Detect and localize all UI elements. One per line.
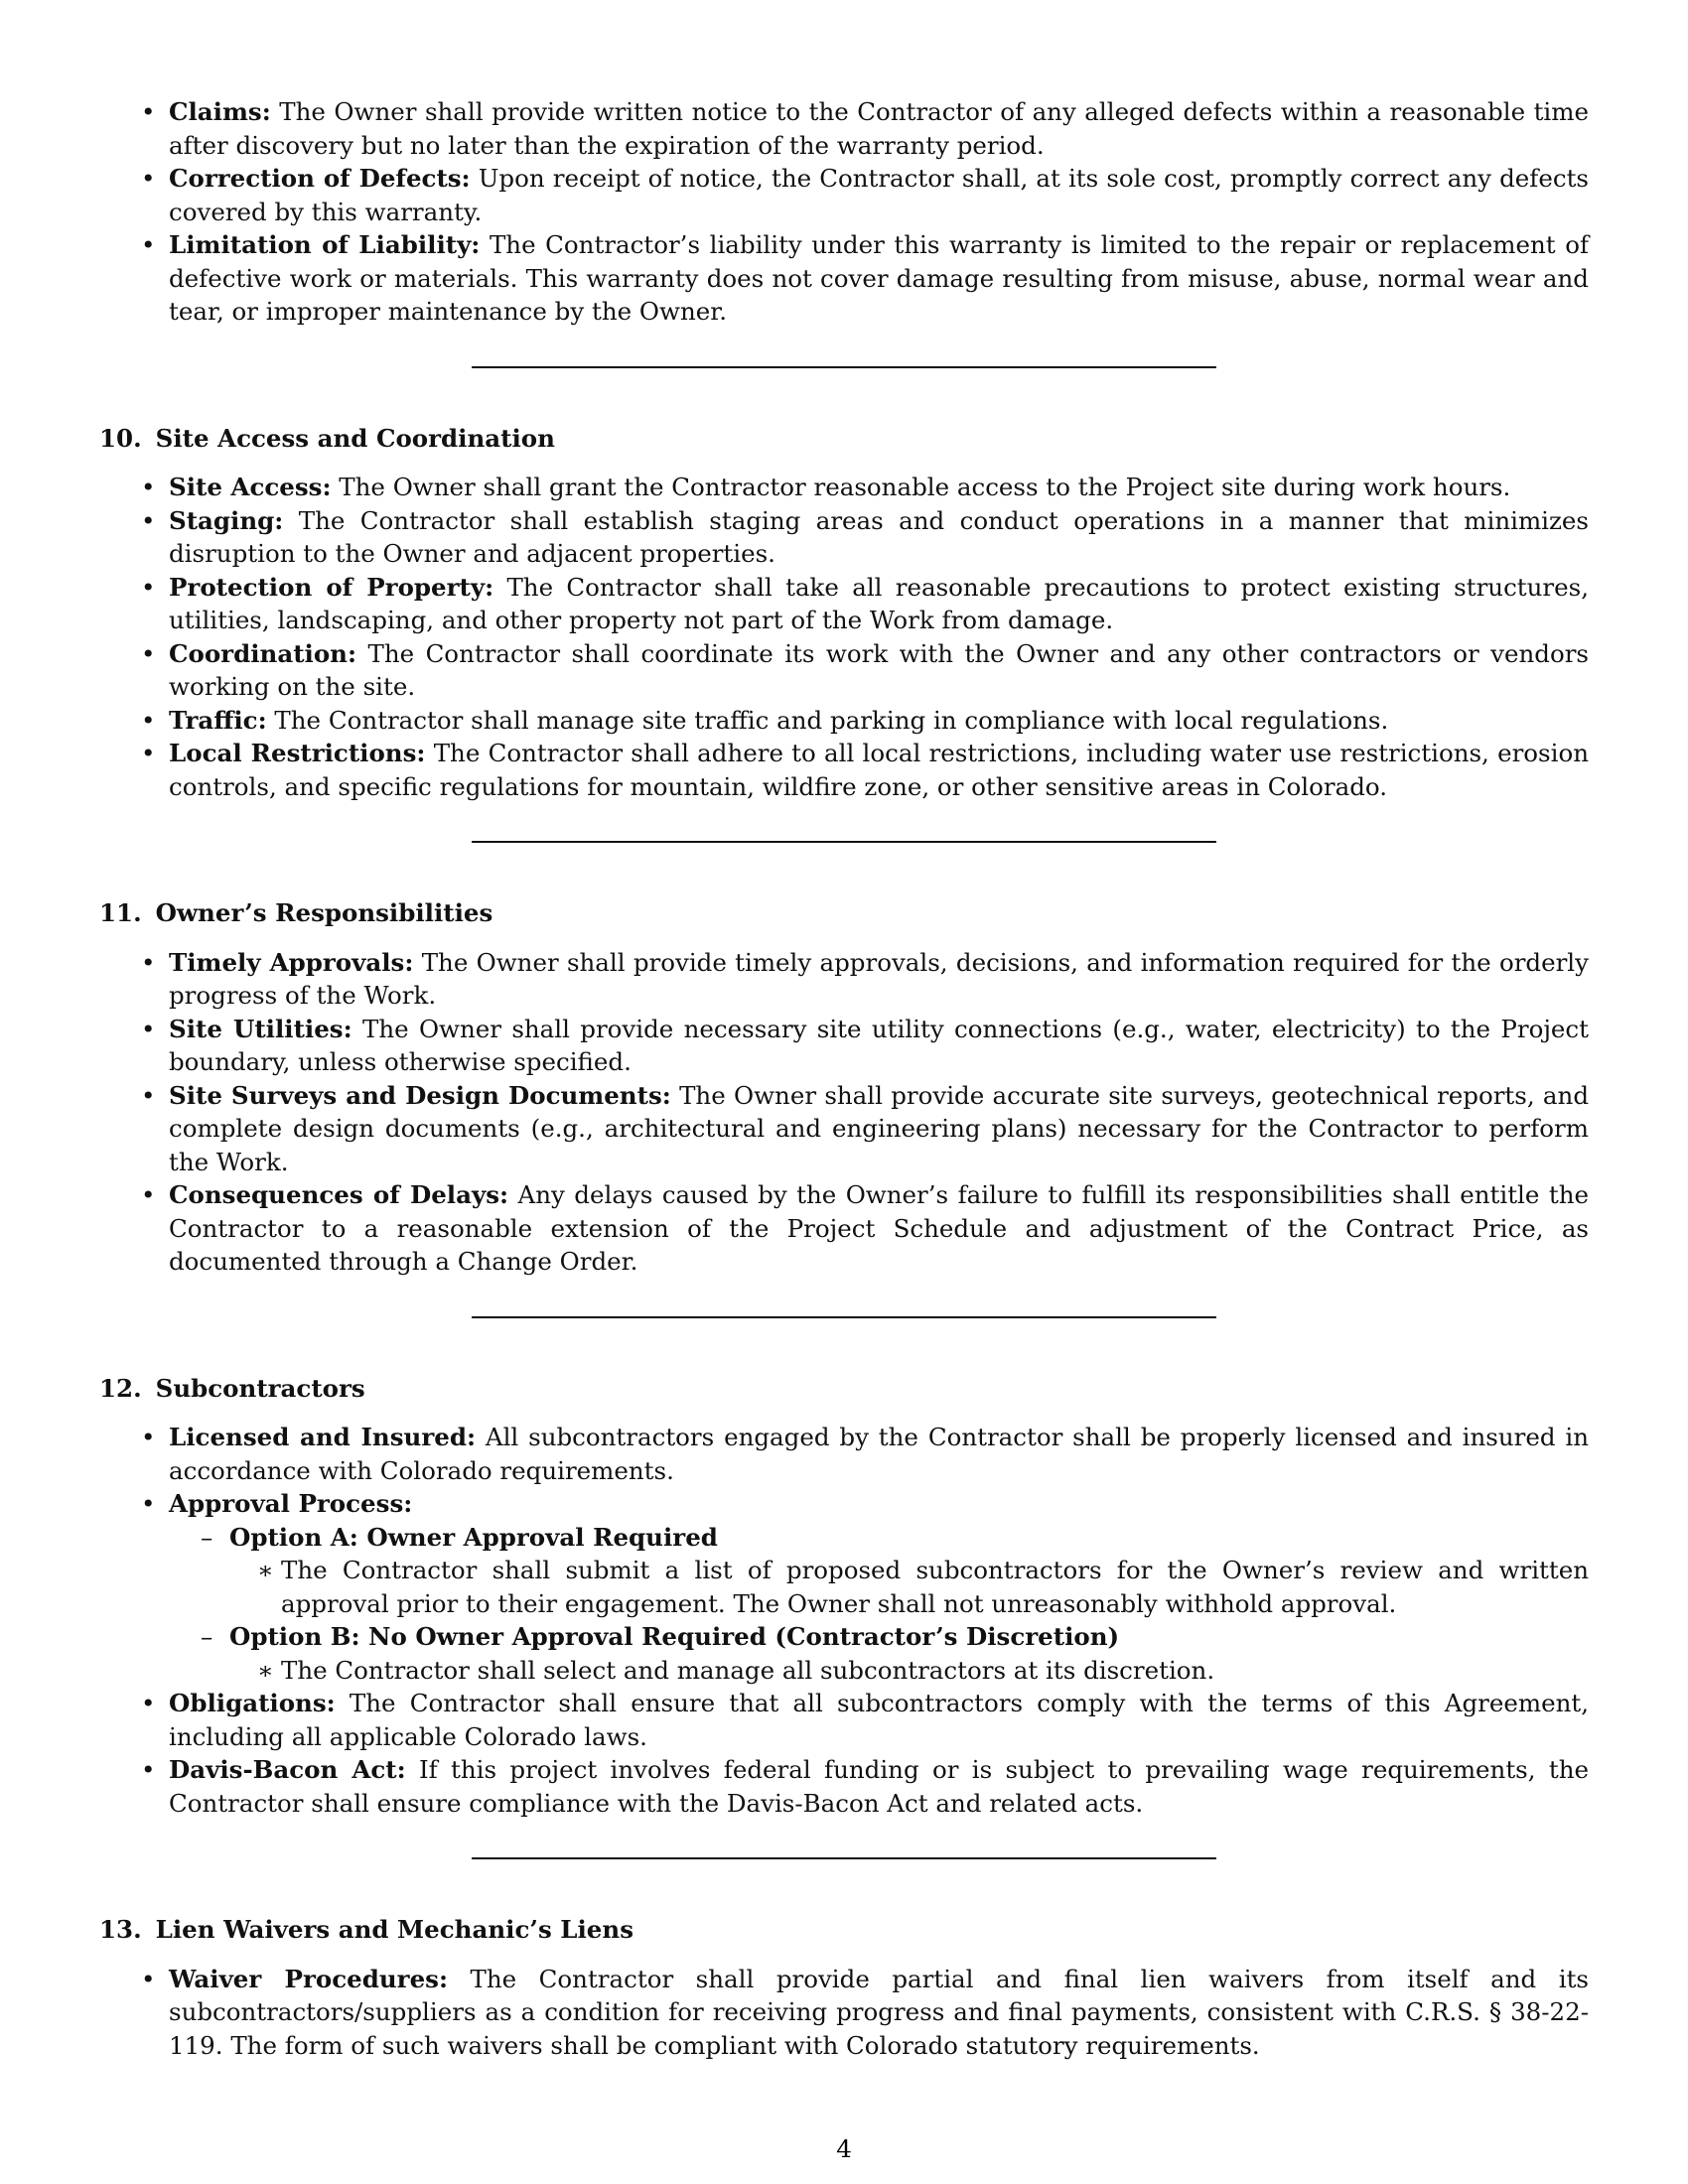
item-text: The Contractor shall manage site traffic and parking in compliance with local regulations. <box>274 705 1389 735</box>
item-label: Coordination: <box>169 638 357 668</box>
item-label: Site Surveys and Design Documents: <box>169 1080 671 1110</box>
section-divider <box>472 841 1216 843</box>
item-label: Claims: <box>169 97 271 126</box>
approval-options <box>169 1521 1589 1688</box>
section-title: Subcontractors <box>155 1373 365 1403</box>
section-title: Owner’s Responsibilities <box>155 898 493 927</box>
section-divider <box>472 1316 1216 1318</box>
section-title: Lien Waivers and Mechanic’s Liens <box>155 1915 633 1944</box>
section-12-list <box>99 1421 1589 1820</box>
option-b-text: ∗ The Contractor shall select and manage all subcontractors at its discretion. <box>281 1654 1589 1688</box>
item-text: Upon receipt of notice, the Contractor shall, at its sole cost, promptly correct any defects covered by this warranty. <box>169 164 1589 226</box>
section-11-list <box>99 946 1589 1279</box>
option-b <box>229 1620 1589 1687</box>
item-label: Protection of Property: <box>169 572 494 602</box>
section-heading-13 <box>99 1913 1589 1947</box>
list-item <box>169 1421 1589 1487</box>
item-text: The Owner shall provide necessary site utility connections (e.g., water, electricity) to the Project boundary, unless otherwise specified. <box>169 1014 1589 1076</box>
list-item <box>169 471 1589 504</box>
item-text: The Owner shall grant the Contractor reasonable access to the Project site during work hours. <box>339 473 1511 501</box>
list-item <box>169 1753 1589 1820</box>
list-item <box>169 504 1589 571</box>
list-item <box>169 1963 1589 2063</box>
section-number: 10. <box>99 423 142 453</box>
item-label: Staging: <box>169 505 284 535</box>
document-page <box>99 95 1589 2062</box>
list-item <box>169 228 1589 329</box>
item-label: Limitation of Liability: <box>169 230 481 259</box>
item-text: The Contractor’s liability under this warranty is limited to the repair or replacement of defective work or materials. This warranty does not cover damage resulting from misuse, abuse, normal wear and tear, or improper maintenance by the Owner. <box>169 230 1590 326</box>
section-heading-10 <box>99 422 1589 456</box>
option-b-details <box>229 1654 1589 1688</box>
list-item <box>169 1487 1589 1687</box>
section-title: Site Access and Coordination <box>155 423 555 453</box>
option-label: Option B: No Owner Approval Required (Contractor’s Discretion) <box>229 1622 1120 1651</box>
item-text: The Contractor shall coordinate its work with the Owner and any other contractors or vendors working on the site. <box>169 638 1589 701</box>
section-heading-11 <box>99 896 1589 930</box>
list-item <box>169 946 1589 1013</box>
item-text: The Contractor shall provide partial and final lien waivers from itself and its subcontractors/suppliers as a condition for receiving progress and final payments, consistent with C.R.S. § 38-22-119. The form of such waivers shall be compliant with Colorado statutory requirements. <box>169 1964 1589 2060</box>
item-label: Approval Process: <box>169 1489 413 1518</box>
section-divider <box>472 1857 1216 1859</box>
item-label: Obligations: <box>169 1689 336 1717</box>
section-heading-12 <box>99 1372 1589 1406</box>
item-text: The Owner shall provide written notice to the Contractor of any alleged defects within a reasonable time after discovery but no later than the expiration of the warranty period. <box>169 97 1589 160</box>
section-number: 12. <box>99 1373 142 1403</box>
section-10-list <box>99 471 1589 803</box>
item-label: Waiver Procedures: <box>169 1964 449 1993</box>
item-label: Timely Approvals: <box>169 947 414 977</box>
section-number: 13. <box>99 1915 142 1944</box>
list-item <box>169 704 1589 738</box>
list-item <box>169 737 1589 803</box>
section-divider <box>472 366 1216 368</box>
item-label: Consequences of Delays: <box>169 1180 509 1209</box>
option-a-text: ∗ The Contractor shall submit a list of proposed subcontractors for the Owner’s review and written approval prior to their engagement. The Owner shall not unreasonably withhold approval. <box>281 1554 1589 1620</box>
item-label: Local Restrictions: <box>169 739 426 767</box>
item-text: If this project involves federal funding or is subject to prevailing wage requirements, the Contractor shall ensure compliance with the Davis-Bacon Act and related acts. <box>169 1755 1589 1818</box>
list-item <box>169 1079 1589 1179</box>
item-label: Site Utilities: <box>169 1014 352 1043</box>
list-item <box>169 637 1589 704</box>
item-text: Any delays caused by the Owner’s failure to fulfill its responsibilities shall entitle the Contractor to a reasonable extension of the Project Schedule and adjustment of the Contract Price, as documented through a Change Order. <box>169 1180 1589 1276</box>
item-text: The Contractor shall take all reasonable precautions to protect existing structures, utilities, landscaping, and other property not part of the Work from damage. <box>169 572 1589 634</box>
list-item <box>169 162 1589 228</box>
item-text: The Contractor shall establish staging areas and conduct operations in a manner that minimizes disruption to the Owner and adjacent properties. <box>169 505 1589 568</box>
section-13-list <box>99 1963 1589 2063</box>
page-number: 4 <box>836 2134 852 2163</box>
item-label: Correction of Defects: <box>169 164 471 193</box>
option-a <box>229 1521 1589 1621</box>
option-a-details <box>229 1554 1589 1620</box>
item-label: Traffic: <box>169 705 267 735</box>
item-text: The Contractor shall adhere to all local restrictions, including water use restrictions, erosion controls, and specific regulations for mountain, wildfire zone, or other sensitive areas in Colorado. <box>169 739 1589 801</box>
item-text: The Owner shall provide timely approvals, decisions, and information required for the orderly progress of the Work. <box>169 947 1589 1010</box>
list-item <box>169 1178 1589 1279</box>
list-item <box>169 95 1589 162</box>
list-item <box>169 571 1589 637</box>
option-label: Option A: Owner Approval Required <box>229 1522 718 1552</box>
list-item <box>169 1687 1589 1753</box>
item-label: Site Access: <box>169 473 332 501</box>
section-number: 11. <box>99 898 142 927</box>
warranty-list <box>99 95 1589 329</box>
item-label: Licensed and Insured: <box>169 1423 476 1451</box>
item-text: All subcontractors engaged by the Contractor shall be properly licensed and insured in accordance with Colorado requirements. <box>169 1423 1589 1485</box>
list-item <box>169 1013 1589 1079</box>
item-text: The Owner shall provide accurate site surveys, geotechnical reports, and complete design documents (e.g., architectural and engineering plans) necessary for the Contractor to perform the Work. <box>169 1080 1589 1176</box>
item-label: Davis-Bacon Act: <box>169 1755 406 1784</box>
item-text: The Contractor shall ensure that all subcontractors comply with the terms of this Agreement, including all applicable Colorado laws. <box>169 1689 1589 1751</box>
